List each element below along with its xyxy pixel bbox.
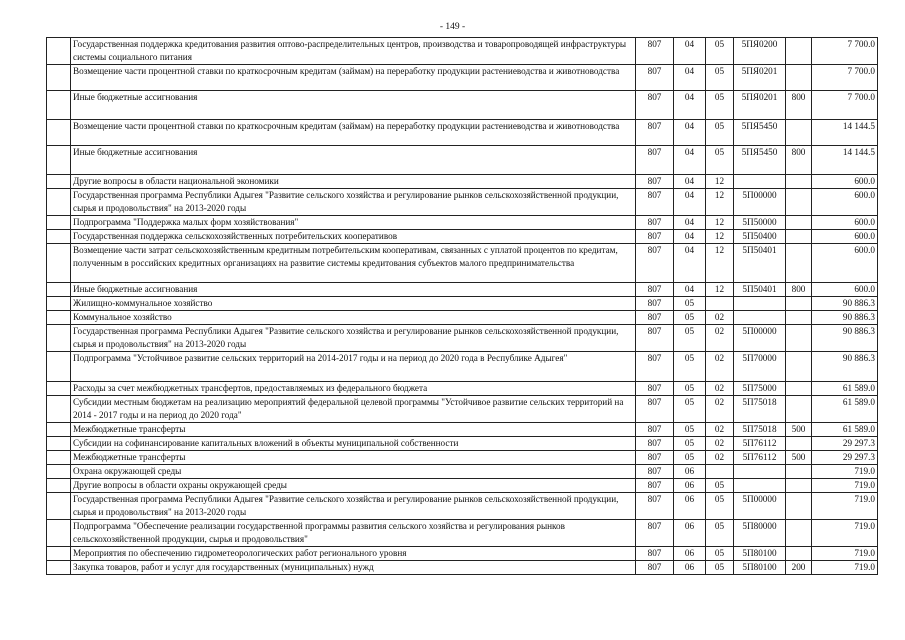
expense-type-cell [786, 465, 812, 479]
subsection-cell: 12 [706, 216, 734, 230]
section-cell: 04 [674, 283, 706, 297]
section-cell: 04 [674, 146, 706, 175]
target-article-cell: 5П75018 [734, 396, 786, 423]
target-article-cell: 5ПЯ0201 [734, 65, 786, 91]
table-row [47, 479, 878, 493]
subsection-cell: 02 [706, 352, 734, 382]
row-name-cell: Возмещение части процентной ставки по краткосрочным кредитам (займам) на переработку продукции растениеводства и животноводства [71, 120, 636, 146]
subsection-cell: 05 [706, 146, 734, 175]
sum-cell: 719.0 [812, 479, 878, 493]
ved-cell: 807 [636, 437, 674, 451]
ved-cell: 807 [636, 561, 674, 575]
blank-cell [47, 189, 71, 216]
target-article-cell: 5П80100 [734, 547, 786, 561]
subsection-cell: 02 [706, 382, 734, 396]
table-row [47, 561, 878, 575]
blank-cell [47, 396, 71, 423]
target-article-cell: 5П76112 [734, 451, 786, 465]
table-row [47, 311, 878, 325]
subsection-cell: 05 [706, 561, 734, 575]
subsection-cell: 02 [706, 396, 734, 423]
target-article-cell: 5ПЯ0201 [734, 91, 786, 120]
section-cell: 05 [674, 437, 706, 451]
subsection-cell: 12 [706, 283, 734, 297]
expense-type-cell [786, 244, 812, 283]
target-article-cell: 5ПЯ5450 [734, 146, 786, 175]
table-row [47, 423, 878, 437]
target-article-cell [734, 479, 786, 493]
target-article-cell: 5П00000 [734, 493, 786, 520]
expense-type-cell [786, 382, 812, 396]
section-cell: 05 [674, 325, 706, 352]
table-row [47, 216, 878, 230]
section-cell: 04 [674, 244, 706, 283]
row-name-cell: Межбюджетные трансферты [71, 451, 636, 465]
row-name-cell: Охрана окружающей среды [71, 465, 636, 479]
sum-cell: 600.0 [812, 244, 878, 283]
ved-cell: 807 [636, 120, 674, 146]
table-row [47, 520, 878, 547]
expense-type-cell [786, 325, 812, 352]
section-cell: 06 [674, 561, 706, 575]
row-name-cell: Государственная программа Республики Адыгея "Развитие сельского хозяйства и регулирование рынков сельскохозяйственной продукции, сырья и продовольствия" на 2013-2020 годы [71, 493, 636, 520]
ved-cell: 807 [636, 216, 674, 230]
target-article-cell: 5ПЯ5450 [734, 120, 786, 146]
row-name-cell: Субсидии на софинансирование капитальных вложений в объекты муниципальной собственности [71, 437, 636, 451]
row-name-cell: Закупка товаров, работ и услуг для государственных (муниципальных) нужд [71, 561, 636, 575]
expense-type-cell [786, 120, 812, 146]
target-article-cell [734, 311, 786, 325]
table-row [47, 465, 878, 479]
subsection-cell [706, 297, 734, 311]
section-cell: 05 [674, 297, 706, 311]
target-article-cell: 5П50400 [734, 230, 786, 244]
target-article-cell: 5П00000 [734, 189, 786, 216]
blank-cell [47, 479, 71, 493]
sum-cell: 600.0 [812, 189, 878, 216]
subsection-cell: 12 [706, 175, 734, 189]
subsection-cell: 05 [706, 479, 734, 493]
table-row [47, 283, 878, 297]
sum-cell: 90 886.3 [812, 311, 878, 325]
ved-cell: 807 [636, 311, 674, 325]
sum-cell: 719.0 [812, 493, 878, 520]
target-article-cell: 5ПЯ0200 [734, 38, 786, 65]
ved-cell: 807 [636, 479, 674, 493]
table-row [47, 325, 878, 352]
sum-cell: 719.0 [812, 561, 878, 575]
expense-type-cell: 200 [786, 561, 812, 575]
expense-type-cell [786, 352, 812, 382]
sum-cell: 719.0 [812, 520, 878, 547]
row-name-cell: Другие вопросы в области национальной экономики [71, 175, 636, 189]
subsection-cell: 12 [706, 244, 734, 283]
sum-cell: 61 589.0 [812, 423, 878, 437]
target-article-cell: 5П50401 [734, 244, 786, 283]
blank-cell [47, 547, 71, 561]
section-cell: 04 [674, 91, 706, 120]
table-row [47, 146, 878, 175]
subsection-cell: 12 [706, 230, 734, 244]
expense-type-cell [786, 396, 812, 423]
subsection-cell: 02 [706, 437, 734, 451]
section-cell: 04 [674, 38, 706, 65]
table-row [47, 120, 878, 146]
target-article-cell [734, 297, 786, 311]
target-article-cell: 5П00000 [734, 325, 786, 352]
blank-cell [47, 283, 71, 297]
sum-cell: 29 297.3 [812, 451, 878, 465]
blank-cell [47, 437, 71, 451]
table-row [47, 352, 878, 382]
ved-cell: 807 [636, 382, 674, 396]
sum-cell: 14 144.5 [812, 146, 878, 175]
subsection-cell: 05 [706, 38, 734, 65]
expense-type-cell: 800 [786, 91, 812, 120]
row-name-cell: Жилищно-коммунальное хозяйство [71, 297, 636, 311]
sum-cell: 600.0 [812, 216, 878, 230]
table-row [47, 382, 878, 396]
sum-cell: 90 886.3 [812, 325, 878, 352]
blank-cell [47, 244, 71, 283]
sum-cell: 600.0 [812, 230, 878, 244]
ved-cell: 807 [636, 175, 674, 189]
expense-type-cell [786, 38, 812, 65]
expense-type-cell [786, 311, 812, 325]
table-row [47, 451, 878, 465]
target-article-cell: 5П80100 [734, 561, 786, 575]
row-name-cell: Государственная программа Республики Адыгея "Развитие сельского хозяйства и регулирование рынков сельскохозяйственной продукции, сырья и продовольствия" на 2013-2020 годы [71, 189, 636, 216]
expense-type-cell [786, 297, 812, 311]
section-cell: 06 [674, 479, 706, 493]
subsection-cell: 05 [706, 91, 734, 120]
row-name-cell: Государственная поддержка кредитования развития оптово-распределительных центров, производства и товаропроводящей инфраструктуры системы социального питания [71, 38, 636, 65]
ved-cell: 807 [636, 283, 674, 297]
expense-type-cell: 800 [786, 146, 812, 175]
sum-cell: 14 144.5 [812, 120, 878, 146]
ved-cell: 807 [636, 91, 674, 120]
blank-cell [47, 175, 71, 189]
section-cell: 06 [674, 465, 706, 479]
blank-cell [47, 451, 71, 465]
expense-type-cell [786, 547, 812, 561]
row-name-cell: Мероприятия по обеспечению гидрометеорологических работ регионального уровня [71, 547, 636, 561]
expense-type-cell [786, 189, 812, 216]
blank-cell [47, 311, 71, 325]
expense-type-cell [786, 520, 812, 547]
ved-cell: 807 [636, 65, 674, 91]
subsection-cell: 02 [706, 311, 734, 325]
row-name-cell: Расходы за счет межбюджетных трансфертов, предоставляемых из федерального бюджета [71, 382, 636, 396]
row-name-cell: Иные бюджетные ассигнования [71, 146, 636, 175]
expense-type-cell [786, 230, 812, 244]
table-row [47, 437, 878, 451]
ved-cell: 807 [636, 189, 674, 216]
expense-type-cell [786, 493, 812, 520]
row-name-cell: Иные бюджетные ассигнования [71, 283, 636, 297]
section-cell: 04 [674, 120, 706, 146]
target-article-cell: 5П50401 [734, 283, 786, 297]
target-article-cell: 5П76112 [734, 437, 786, 451]
expense-type-cell [786, 65, 812, 91]
expense-type-cell [786, 216, 812, 230]
sum-cell: 600.0 [812, 283, 878, 297]
blank-cell [47, 493, 71, 520]
budget-table [46, 37, 878, 575]
table-row [47, 189, 878, 216]
section-cell: 04 [674, 189, 706, 216]
section-cell: 06 [674, 493, 706, 520]
section-cell: 04 [674, 216, 706, 230]
section-cell: 05 [674, 311, 706, 325]
sum-cell: 7 700.0 [812, 91, 878, 120]
row-name-cell: Иные бюджетные ассигнования [71, 91, 636, 120]
ved-cell: 807 [636, 230, 674, 244]
row-name-cell: Подпрограмма "Обеспечение реализации государственной программы развития сельского хозяйства и регулирования рынков сельскохозяйственной продукции, сырья и продовольствия" [71, 520, 636, 547]
sum-cell: 719.0 [812, 465, 878, 479]
expense-type-cell [786, 479, 812, 493]
expense-type-cell [786, 437, 812, 451]
section-cell: 04 [674, 175, 706, 189]
blank-cell [47, 146, 71, 175]
section-cell: 04 [674, 65, 706, 91]
blank-cell [47, 38, 71, 65]
blank-cell [47, 520, 71, 547]
blank-cell [47, 423, 71, 437]
subsection-cell: 05 [706, 520, 734, 547]
blank-cell [47, 120, 71, 146]
section-cell: 06 [674, 547, 706, 561]
target-article-cell: 5П80000 [734, 520, 786, 547]
target-article-cell: 5П75000 [734, 382, 786, 396]
ved-cell: 807 [636, 465, 674, 479]
target-article-cell: 5П75018 [734, 423, 786, 437]
row-name-cell: Государственная программа Республики Адыгея "Развитие сельского хозяйства и регулирование рынков сельскохозяйственной продукции, сырья и продовольствия" на 2013-2020 годы [71, 325, 636, 352]
table-row [47, 38, 878, 65]
blank-cell [47, 91, 71, 120]
subsection-cell: 12 [706, 189, 734, 216]
row-name-cell: Возмещение части затрат сельскохозяйственным кредитным потребительским кооперативам, связанных с уплатой процентов по кредитам, полученным в российских кредитных организациях на развитие системы кредитования субъектов малого предпринимательства [71, 244, 636, 283]
section-cell: 05 [674, 396, 706, 423]
table-row [47, 65, 878, 91]
table-row [47, 244, 878, 283]
expense-type-cell: 500 [786, 451, 812, 465]
row-name-cell: Подпрограмма "Устойчивое развитие сельских территорий на 2014-2017 годы и на период до 2020 года в Республике Адыгея" [71, 352, 636, 382]
table-row [47, 297, 878, 311]
row-name-cell: Подпрограмма "Поддержка малых форм хозяйствования" [71, 216, 636, 230]
blank-cell [47, 325, 71, 352]
table-row [47, 396, 878, 423]
sum-cell: 29 297.3 [812, 437, 878, 451]
ved-cell: 807 [636, 423, 674, 437]
ved-cell: 807 [636, 396, 674, 423]
subsection-cell [706, 465, 734, 479]
sum-cell: 7 700.0 [812, 65, 878, 91]
table-row [47, 175, 878, 189]
blank-cell [47, 216, 71, 230]
subsection-cell: 05 [706, 493, 734, 520]
row-name-cell: Субсидии местным бюджетам на реализацию мероприятий федеральной целевой программы "Устойчивое развитие сельских территорий на 2014 - 2017 годы и на период до 2020 года" [71, 396, 636, 423]
section-cell: 05 [674, 423, 706, 437]
expense-type-cell: 500 [786, 423, 812, 437]
blank-cell [47, 561, 71, 575]
table-row [47, 91, 878, 120]
row-name-cell: Государственная поддержка сельскохозяйственных потребительских кооперативов [71, 230, 636, 244]
section-cell: 06 [674, 520, 706, 547]
ved-cell: 807 [636, 352, 674, 382]
subsection-cell: 05 [706, 120, 734, 146]
blank-cell [47, 297, 71, 311]
ved-cell: 807 [636, 297, 674, 311]
blank-cell [47, 65, 71, 91]
sum-cell: 719.0 [812, 547, 878, 561]
ved-cell: 807 [636, 493, 674, 520]
target-article-cell: 5П70000 [734, 352, 786, 382]
expense-type-cell: 800 [786, 283, 812, 297]
sum-cell: 90 886.3 [812, 352, 878, 382]
row-name-cell: Другие вопросы в области охраны окружающей среды [71, 479, 636, 493]
ved-cell: 807 [636, 325, 674, 352]
blank-cell [47, 230, 71, 244]
subsection-cell: 05 [706, 65, 734, 91]
row-name-cell: Межбюджетные трансферты [71, 423, 636, 437]
section-cell: 05 [674, 382, 706, 396]
blank-cell [47, 465, 71, 479]
sum-cell: 61 589.0 [812, 396, 878, 423]
table-row [47, 493, 878, 520]
ved-cell: 807 [636, 520, 674, 547]
blank-cell [47, 382, 71, 396]
ved-cell: 807 [636, 451, 674, 465]
target-article-cell [734, 175, 786, 189]
page-number: - 149 - [439, 22, 466, 32]
target-article-cell: 5П50000 [734, 216, 786, 230]
sum-cell: 7 700.0 [812, 38, 878, 65]
ved-cell: 807 [636, 38, 674, 65]
subsection-cell: 02 [706, 325, 734, 352]
blank-cell [47, 352, 71, 382]
target-article-cell [734, 465, 786, 479]
ved-cell: 807 [636, 244, 674, 283]
sum-cell: 61 589.0 [812, 382, 878, 396]
ved-cell: 807 [636, 547, 674, 561]
row-name-cell: Коммунальное хозяйство [71, 311, 636, 325]
subsection-cell: 02 [706, 423, 734, 437]
section-cell: 05 [674, 352, 706, 382]
ved-cell: 807 [636, 146, 674, 175]
sum-cell: 600.0 [812, 175, 878, 189]
expense-type-cell [786, 175, 812, 189]
row-name-cell: Возмещение части процентной ставки по краткосрочным кредитам (займам) на переработку продукции растениеводства и животноводства [71, 65, 636, 91]
section-cell: 04 [674, 230, 706, 244]
table-row [47, 547, 878, 561]
section-cell: 05 [674, 451, 706, 465]
table-row [47, 230, 878, 244]
sum-cell: 90 886.3 [812, 297, 878, 311]
subsection-cell: 05 [706, 547, 734, 561]
subsection-cell: 02 [706, 451, 734, 465]
